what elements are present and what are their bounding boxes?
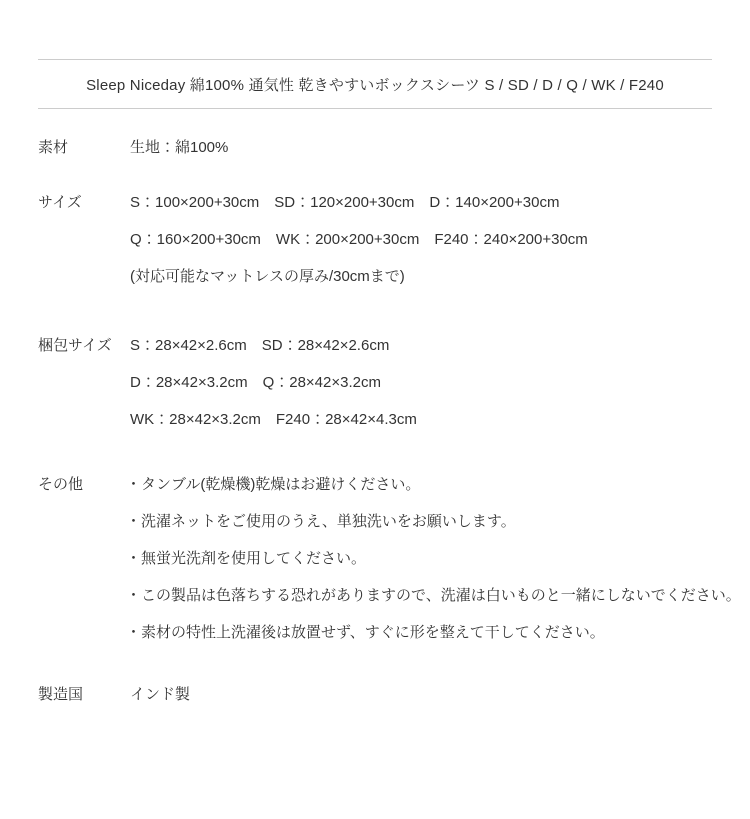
spec-label-country: 製造国 xyxy=(38,686,84,703)
spec-table xyxy=(0,109,750,703)
package-size-line-2: D：28×42×3.2cm Q：28×42×3.2cm xyxy=(130,374,381,391)
spec-row-other xyxy=(38,476,741,641)
spec-value-material xyxy=(130,140,712,156)
package-size-line-1: S：28×42×2.6cm SD：28×42×2.6cm xyxy=(130,337,390,354)
spec-value-other xyxy=(126,476,741,641)
spec-value-country xyxy=(130,687,712,703)
material-fabric-text: 生地：綿100% xyxy=(130,139,229,156)
spec-row-country xyxy=(38,687,712,703)
product-title-band xyxy=(38,59,712,109)
spec-row-size xyxy=(38,195,712,285)
spec-value-package-size xyxy=(130,338,712,428)
size-mattress-note: (対応可能なマットレスの厚み/30cmまで) xyxy=(130,268,405,285)
package-size-line-3: WK：28×42×3.2cm F240：28×42×4.3cm xyxy=(130,411,417,428)
spec-row-material xyxy=(38,140,712,156)
care-note-dry-quickly: ・素材の特性上洗濯後は放置せず、すぐに形を整えて干してください。 xyxy=(126,624,605,641)
care-note-laundry-net: ・洗濯ネットをご使用のうえ、単独洗いをお願いします。 xyxy=(126,513,516,530)
care-note-tumble-dry: ・タンブル(乾燥機)乾燥はお避けください。 xyxy=(126,476,421,493)
country-of-origin-text: インド製 xyxy=(130,686,191,703)
spec-label-other: その他 xyxy=(38,476,84,493)
product-title: Sleep Niceday 綿100% 通気性 乾きやすいボックスシーツ S / SD / D / Q / WK / F240 xyxy=(86,76,664,94)
spec-label-size: サイズ xyxy=(38,194,82,211)
spec-label-package-size: 梱包サイズ xyxy=(38,337,112,354)
care-note-color-fade: ・この製品は色落ちする恐れがありますので、洗濯は白いものと一緒にしないでください。 xyxy=(126,587,741,604)
size-line-1: S：100×200+30cm SD：120×200+30cm D：140×200+30cm xyxy=(130,194,560,211)
size-line-2: Q：160×200+30cm WK：200×200+30cm F240：240×200+30cm xyxy=(130,231,588,248)
product-spec-page xyxy=(0,59,750,703)
spec-label-material: 素材 xyxy=(38,139,69,156)
spec-row-package-size xyxy=(38,338,712,428)
care-note-detergent: ・無蛍光洗剤を使用してください。 xyxy=(126,550,367,567)
spec-value-size xyxy=(130,195,712,285)
